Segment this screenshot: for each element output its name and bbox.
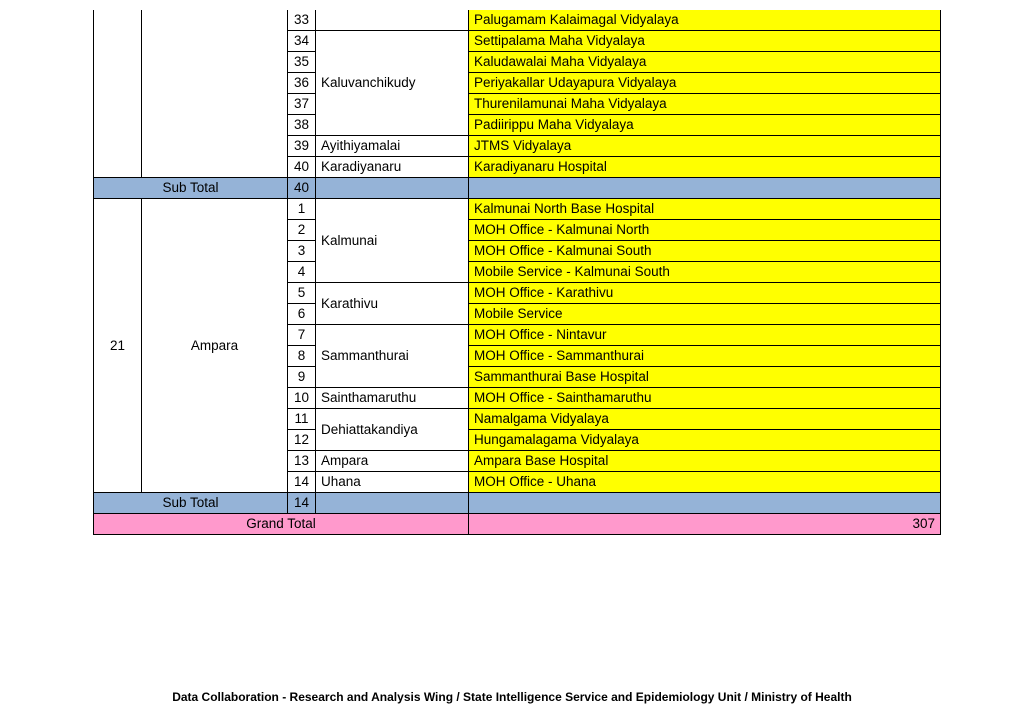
subtotal-value: 40: [288, 178, 316, 199]
subtotal-label: Sub Total: [94, 178, 288, 199]
location-cell: MOH Office - Nintavur: [469, 325, 941, 346]
location-cell: Kalmunai North Base Hospital: [469, 199, 941, 220]
division-cell: Sainthamaruthu: [316, 388, 469, 409]
table-row: [94, 199, 941, 220]
location-cell: MOH Office - Kalmunai North: [469, 220, 941, 241]
row-number: 36: [288, 73, 316, 94]
division-cell: Uhana: [316, 472, 469, 493]
subtotal-empty: [469, 493, 941, 514]
location-cell: Periyakallar Udayapura Vidyalaya: [469, 73, 941, 94]
row-number: 1: [288, 199, 316, 220]
division-cell: Ampara: [316, 451, 469, 472]
division-cell: Kaluvanchikudy: [316, 31, 469, 136]
location-cell: Palugamam Kalaimagal Vidyalaya: [469, 10, 941, 31]
row-number: 33: [288, 10, 316, 31]
subtotal-value: 14: [288, 493, 316, 514]
location-cell: Hungamalagama Vidyalaya: [469, 430, 941, 451]
location-cell: JTMS Vidyalaya: [469, 136, 941, 157]
location-cell: Settipalama Maha Vidyalaya: [469, 31, 941, 52]
subtotal-label: Sub Total: [94, 493, 288, 514]
page-footer: Data Collaboration - Research and Analysis Wing / State Intelligence Service and Epidemiology Unit / Ministry of Health: [172, 690, 852, 704]
row-number: 7: [288, 325, 316, 346]
division-cell: Ayithiyamalai: [316, 136, 469, 157]
division-cell: Karadiyanaru: [316, 157, 469, 178]
row-number: 13: [288, 451, 316, 472]
row-number: 35: [288, 52, 316, 73]
grand-total-row: [94, 514, 941, 535]
serial-cell: [94, 10, 142, 178]
row-number: 10: [288, 388, 316, 409]
location-cell: Namalgama Vidyalaya: [469, 409, 941, 430]
row-number: 2: [288, 220, 316, 241]
location-cell: Padiirippu Maha Vidyalaya: [469, 115, 941, 136]
row-number: 11: [288, 409, 316, 430]
row-number: 6: [288, 304, 316, 325]
division-cell: Sammanthurai: [316, 325, 469, 388]
location-cell: Karadiyanaru Hospital: [469, 157, 941, 178]
location-cell: MOH Office - Karathivu: [469, 283, 941, 304]
subtotal-empty: [469, 178, 941, 199]
location-cell: MOH Office - Sainthamaruthu: [469, 388, 941, 409]
row-number: 14: [288, 472, 316, 493]
division-cell: Karathivu: [316, 283, 469, 325]
location-cell: MOH Office - Sammanthurai: [469, 346, 941, 367]
facility-table: [93, 10, 941, 535]
row-number: 38: [288, 115, 316, 136]
table-row: [94, 10, 941, 31]
row-number: 4: [288, 262, 316, 283]
row-number: 39: [288, 136, 316, 157]
row-number: 34: [288, 31, 316, 52]
location-cell: Ampara Base Hospital: [469, 451, 941, 472]
location-cell: Mobile Service - Kalmunai South: [469, 262, 941, 283]
division-cell: Dehiattakandiya: [316, 409, 469, 451]
grand-total-value: 307: [469, 514, 941, 535]
subtotal-row: [94, 493, 941, 514]
division-cell: Kalmunai: [316, 199, 469, 283]
subtotal-empty: [316, 493, 469, 514]
location-cell: Thurenilamunai Maha Vidyalaya: [469, 94, 941, 115]
row-number: 3: [288, 241, 316, 262]
subtotal-empty: [316, 178, 469, 199]
location-cell: MOH Office - Uhana: [469, 472, 941, 493]
division-cell: [316, 10, 469, 31]
row-number: 37: [288, 94, 316, 115]
location-cell: Mobile Service: [469, 304, 941, 325]
row-number: 8: [288, 346, 316, 367]
serial-cell: 21: [94, 199, 142, 493]
row-number: 12: [288, 430, 316, 451]
district-cell: Ampara: [142, 199, 288, 493]
location-cell: Kaludawalai Maha Vidyalaya: [469, 52, 941, 73]
grand-total-label: Grand Total: [94, 514, 469, 535]
subtotal-row: [94, 178, 941, 199]
location-cell: Sammanthurai Base Hospital: [469, 367, 941, 388]
district-cell: [142, 10, 288, 178]
row-number: 5: [288, 283, 316, 304]
row-number: 40: [288, 157, 316, 178]
row-number: 9: [288, 367, 316, 388]
location-cell: MOH Office - Kalmunai South: [469, 241, 941, 262]
